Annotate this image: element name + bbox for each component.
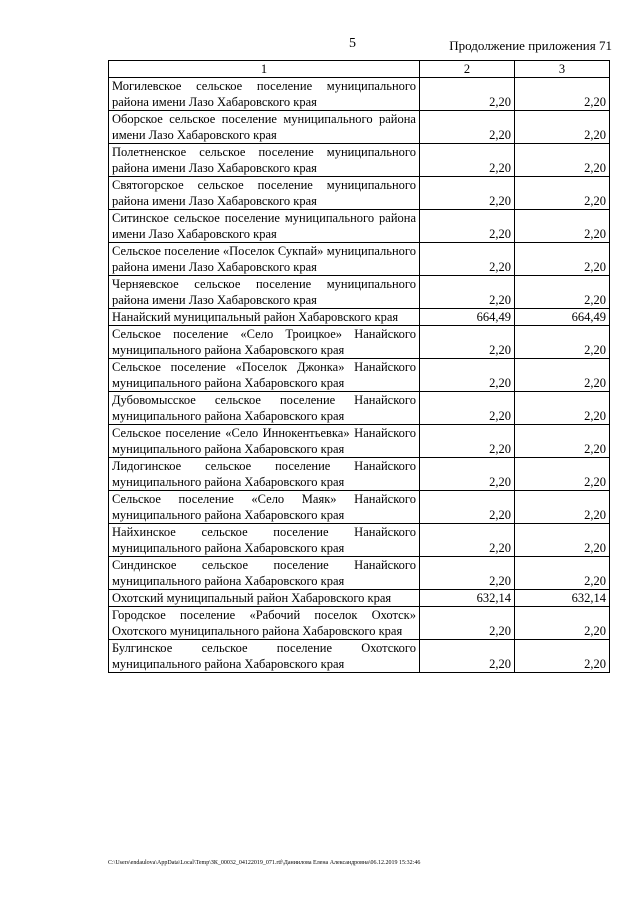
value-column-3-cell: 2,20 xyxy=(515,177,610,210)
table-row xyxy=(109,425,610,458)
file-path-footer: C:\Users\endaulova\AppData\Local\Temp\ЗК_00032_04122019_071.rtf\Даниилова Елена Александровна\06.12.2019 15:32:46 xyxy=(108,860,421,866)
table-row xyxy=(109,144,610,177)
settlement-name-cell: Сельское поселение «Поселок Сукпай» муниципального района имени Лазо Хабаровского края xyxy=(109,243,420,276)
settlement-name-cell: Синдинское сельское поселение Нанайского муниципального района Хабаровского края xyxy=(109,557,420,590)
settlement-name-cell: Сельское поселение «Село Иннокентьевка» Нанайского муниципального района Хабаровского края xyxy=(109,425,420,458)
table-row xyxy=(109,590,610,607)
value-column-3-cell: 2,20 xyxy=(515,359,610,392)
table-row xyxy=(109,309,610,326)
continuation-label: Продолжение приложения 71 xyxy=(449,38,612,53)
settlement-name-cell: Оборское сельское поселение муниципального района имени Лазо Хабаровского края xyxy=(109,111,420,144)
value-column-2-cell: 2,20 xyxy=(420,491,515,524)
value-column-2-cell: 2,20 xyxy=(420,111,515,144)
settlement-name-cell: Черняевское сельское поселение муниципального района имени Лазо Хабаровского края xyxy=(109,276,420,309)
value-column-3-cell: 2,20 xyxy=(515,210,610,243)
value-column-3-cell: 664,49 xyxy=(515,309,610,326)
value-column-2-cell: 2,20 xyxy=(420,326,515,359)
value-column-3-cell: 2,20 xyxy=(515,557,610,590)
value-column-2-cell: 2,20 xyxy=(420,359,515,392)
table-row xyxy=(109,276,610,309)
value-column-2-cell: 2,20 xyxy=(420,243,515,276)
column-header-2: 2 xyxy=(420,61,515,78)
value-column-3-cell: 2,20 xyxy=(515,524,610,557)
page-number: 5 xyxy=(349,36,356,51)
value-column-2-cell: 2,20 xyxy=(420,640,515,673)
value-column-2-cell: 2,20 xyxy=(420,177,515,210)
table-row xyxy=(109,524,610,557)
settlement-name-cell: Ситинское сельское поселение муниципального района имени Лазо Хабаровского края xyxy=(109,210,420,243)
table-row xyxy=(109,177,610,210)
settlement-name-cell: Сельское поселение «Поселок Джонка» Нанайского муниципального района Хабаровского края xyxy=(109,359,420,392)
value-column-3-cell: 2,20 xyxy=(515,491,610,524)
settlement-name-cell: Булгинское сельское поселение Охотского муниципального района Хабаровского края xyxy=(109,640,420,673)
settlement-name-cell: Нанайский муниципальный район Хабаровского края xyxy=(109,309,420,326)
table-row xyxy=(109,111,610,144)
value-column-2-cell: 2,20 xyxy=(420,78,515,111)
table-header-row xyxy=(109,61,610,78)
table-row xyxy=(109,557,610,590)
value-column-2-cell: 2,20 xyxy=(420,425,515,458)
settlement-name-cell: Найхинское сельское поселение Нанайского муниципального района Хабаровского края xyxy=(109,524,420,557)
value-column-3-cell: 2,20 xyxy=(515,392,610,425)
value-column-3-cell: 2,20 xyxy=(515,326,610,359)
value-column-3-cell: 2,20 xyxy=(515,111,610,144)
settlement-name-cell: Охотский муниципальный район Хабаровского края xyxy=(109,590,420,607)
table-row xyxy=(109,326,610,359)
table-row xyxy=(109,210,610,243)
value-column-3-cell: 2,20 xyxy=(515,607,610,640)
settlement-name-cell: Святогорское сельское поселение муниципального района имени Лазо Хабаровского края xyxy=(109,177,420,210)
value-column-3-cell: 2,20 xyxy=(515,640,610,673)
table-row xyxy=(109,243,610,276)
value-column-3-cell: 2,20 xyxy=(515,276,610,309)
settlement-name-cell: Сельское поселение «Село Троицкое» Нанайского муниципального района Хабаровского края xyxy=(109,326,420,359)
table-row xyxy=(109,640,610,673)
settlement-name-cell: Сельское поселение «Село Маяк» Нанайского муниципального района Хабаровского края xyxy=(109,491,420,524)
table-row xyxy=(109,78,610,111)
column-header-1: 1 xyxy=(109,61,420,78)
settlement-name-cell: Лидогинское сельское поселение Нанайского муниципального района Хабаровского края xyxy=(109,458,420,491)
value-column-2-cell: 2,20 xyxy=(420,557,515,590)
value-column-2-cell: 2,20 xyxy=(420,276,515,309)
value-column-2-cell: 2,20 xyxy=(420,524,515,557)
settlement-name-cell: Дубовомысское сельское поселение Нанайского муниципального района Хабаровского края xyxy=(109,392,420,425)
table-row xyxy=(109,392,610,425)
column-header-3: 3 xyxy=(515,61,610,78)
table-row xyxy=(109,359,610,392)
settlement-name-cell: Могилевское сельское поселение муниципального района имени Лазо Хабаровского края xyxy=(109,78,420,111)
settlement-name-cell: Городское поселение «Рабочий поселок Охотск» Охотского муниципального района Хабаровского края xyxy=(109,607,420,640)
table-row xyxy=(109,491,610,524)
settlement-name-cell: Полетненское сельское поселение муниципального района имени Лазо Хабаровского края xyxy=(109,144,420,177)
data-table xyxy=(108,60,610,673)
value-column-2-cell: 664,49 xyxy=(420,309,515,326)
value-column-3-cell: 2,20 xyxy=(515,458,610,491)
value-column-2-cell: 2,20 xyxy=(420,458,515,491)
value-column-2-cell: 632,14 xyxy=(420,590,515,607)
value-column-3-cell: 2,20 xyxy=(515,144,610,177)
table-row xyxy=(109,607,610,640)
value-column-3-cell: 2,20 xyxy=(515,425,610,458)
value-column-2-cell: 2,20 xyxy=(420,144,515,177)
value-column-2-cell: 2,20 xyxy=(420,392,515,425)
value-column-2-cell: 2,20 xyxy=(420,210,515,243)
value-column-3-cell: 2,20 xyxy=(515,78,610,111)
value-column-3-cell: 2,20 xyxy=(515,243,610,276)
value-column-3-cell: 632,14 xyxy=(515,590,610,607)
value-column-2-cell: 2,20 xyxy=(420,607,515,640)
table-row xyxy=(109,458,610,491)
